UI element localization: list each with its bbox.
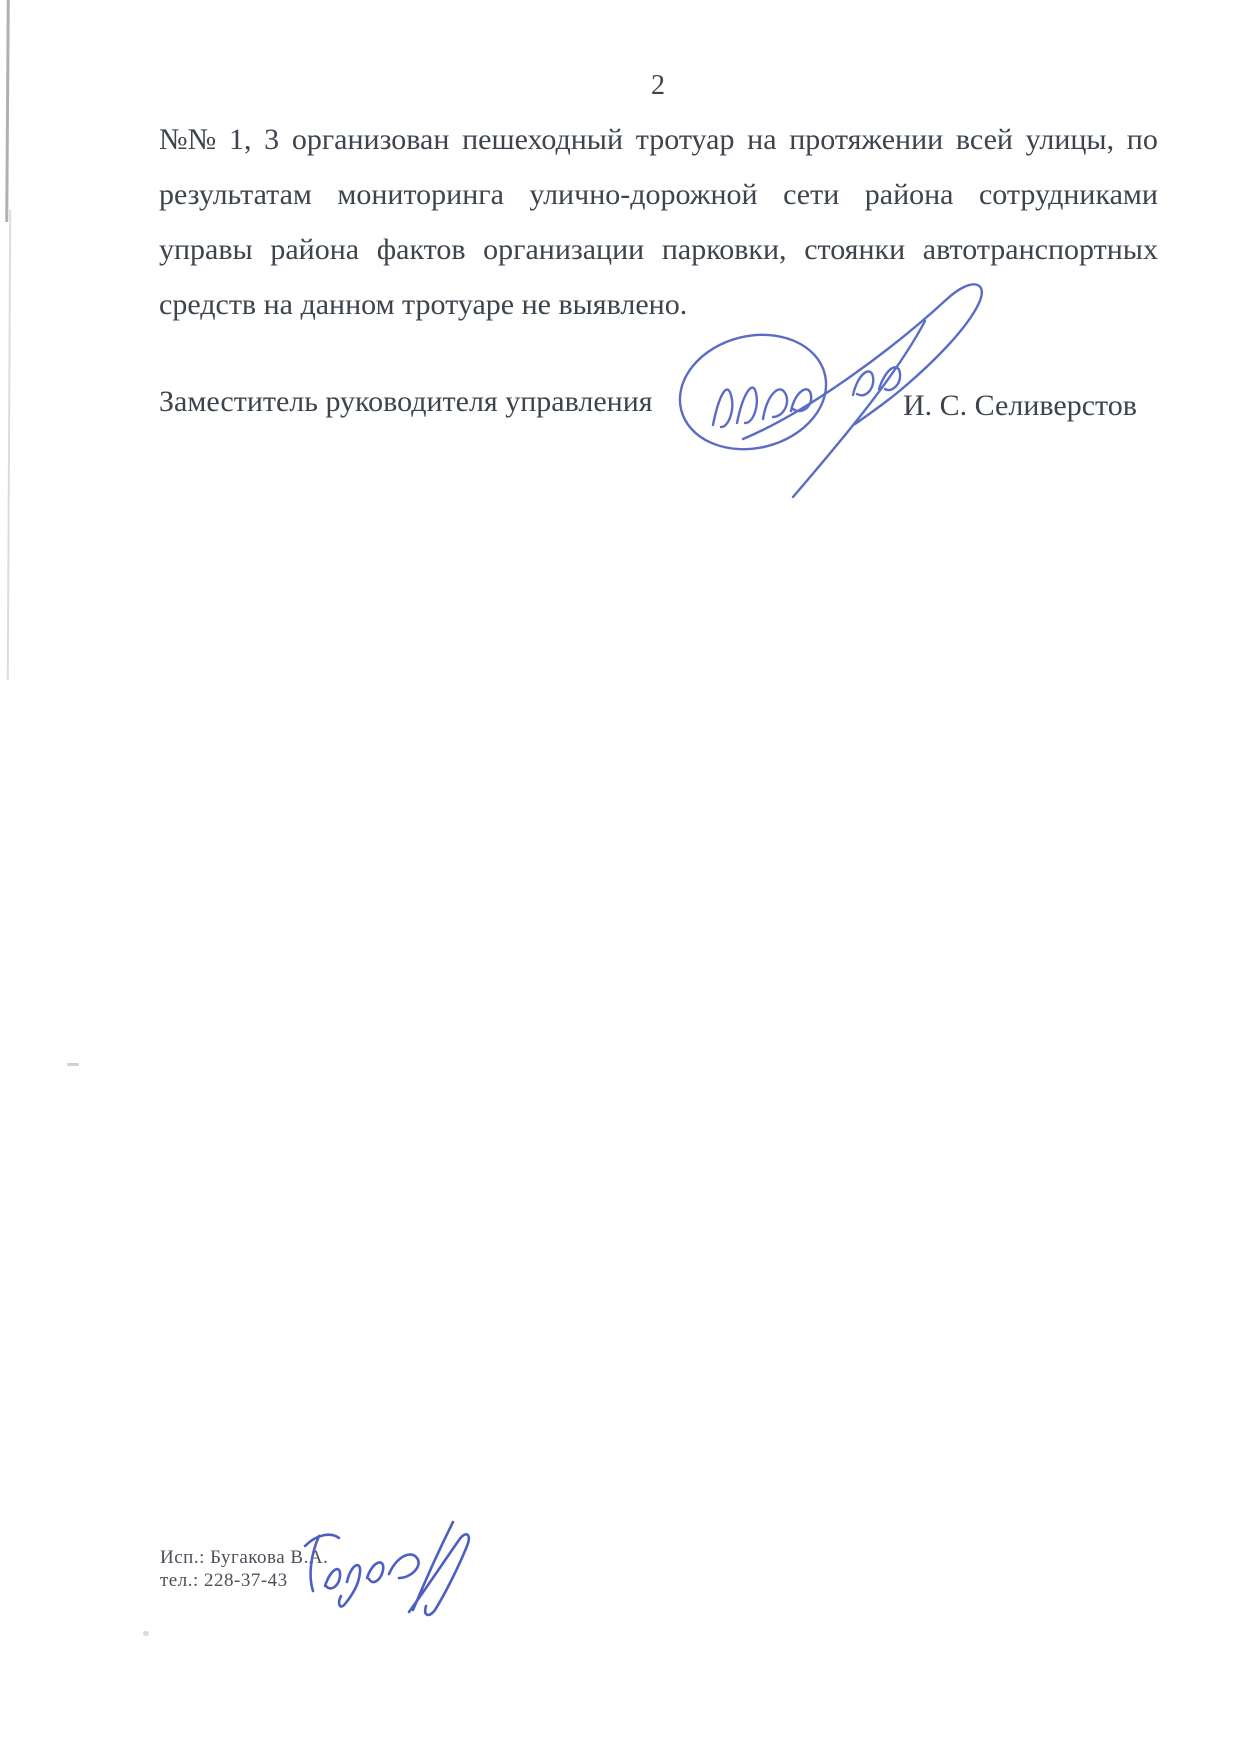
bugakova-signature-image [293, 1516, 488, 1621]
signer-name: И. С. Селиверстов [903, 389, 1137, 422]
executor-name: Исп.: Бугакова В.А. [160, 1547, 329, 1568]
scan-speck [67, 1063, 79, 1066]
seliverstov-signature-image [595, 243, 995, 503]
paragraph-line: средств на данном тротуаре не выявлено. [159, 288, 688, 321]
paragraph-line: управы района фактов организации парковки, стоянки автотранспортных [159, 233, 1158, 266]
scan-edge-artifact-dark [5, 0, 10, 222]
paragraph-line: результатам мониторинга улично-дорожной сети района сотрудниками [159, 178, 1158, 211]
scan-edge-artifact-light [7, 210, 11, 680]
scan-speck [143, 1631, 149, 1636]
signer-title: Заместитель руководителя управления [159, 385, 653, 418]
page-number: 2 [651, 70, 666, 101]
paragraph-line: №№ 1, 3 организован пешеходный тротуар на протяжении всей улицы, по [159, 123, 1158, 156]
executor-phone: тел.: 228-37-43 [160, 1570, 288, 1591]
